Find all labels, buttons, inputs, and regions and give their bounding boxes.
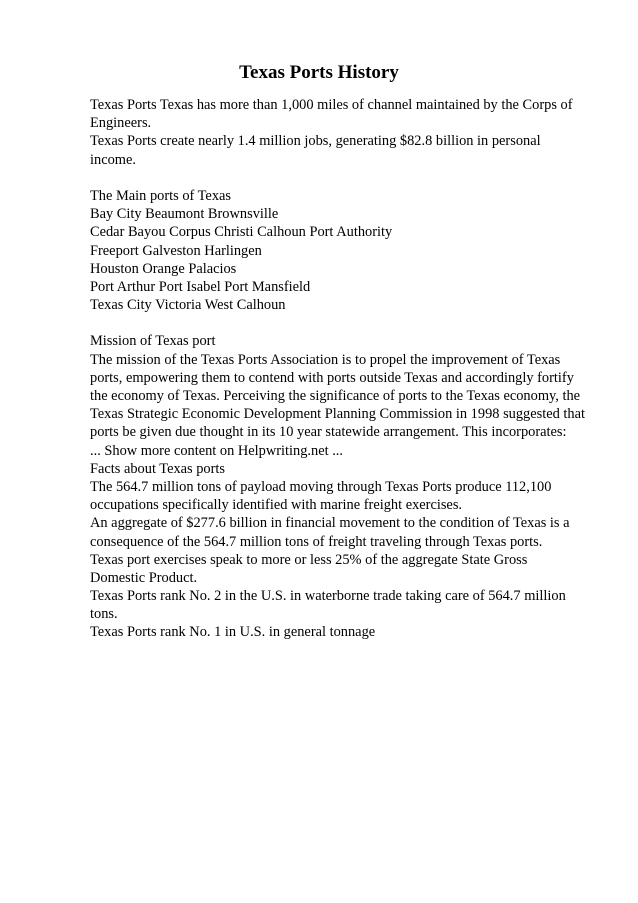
intro-line: Texas Ports Texas has more than 1,000 miles of channel maintained by the Corps of [90,97,573,113]
ports-list-line: Cedar Bayou Corpus Christi Calhoun Port Authority [90,224,393,241]
facts-line: An aggregate of $277.6 billion in financial movement to the condition of Texas is a [90,515,570,532]
ports-heading: The Main ports of Texas [90,187,232,204]
facts-line: Texas port exercises speak to more or less 25% of the aggregate State Gross [90,551,528,568]
mission-heading: Mission of Texas port [90,333,216,350]
mission-line: Texas Strategic Economic Development Planning Commission in 1998 suggested that [90,406,585,423]
facts-line: tons. [90,606,118,623]
intro-line: Texas Ports create nearly 1.4 million jobs, generating $82.8 billion in personal [90,133,541,150]
ports-list-line: Port Arthur Port Isabel Port Mansfield [90,278,311,295]
document-title: Texas Ports History [239,62,399,83]
mission-line: The mission of the Texas Ports Association is to propel the improvement of Texas [90,351,561,368]
mission-line: ports be given due thought in its 10 year statewide arrangement. This incorporates: [90,424,567,441]
facts-line: Domestic Product. [90,569,198,586]
facts-line: The 564.7 million tons of payload moving through Texas Ports produce 112,100 [90,478,552,495]
document-body [90,96,600,642]
paragraph-gap [90,314,600,332]
show-more-line: ... Show more content on Helpwriting.net ... [90,442,343,459]
ports-list-line: Houston Orange Palacios [90,260,237,277]
intro-line: Engineers. [90,115,152,132]
ports-list-line: Freeport Galveston Harlingen [90,242,262,259]
facts-line: consequence of the 564.7 million tons of freight traveling through Texas ports. [90,533,543,550]
mission-line: the economy of Texas. Perceiving the significance of ports to the Texas economy, the [90,388,581,404]
intro-line: income. [90,151,136,168]
mission-line: ports, empowering them to contend with ports outside Texas and accordingly fortify [90,369,574,386]
facts-line: Texas Ports rank No. 1 in U.S. in general tonnage [90,624,376,641]
paragraph-gap [90,169,600,187]
ports-list-line: Bay City Beaumont Brownsville [90,206,279,223]
facts-line: occupations specifically identified with marine freight exercises. [90,497,463,514]
ports-list-line: Texas City Victoria West Calhoun [90,297,286,314]
facts-heading: Facts about Texas ports [90,460,226,477]
facts-line: Texas Ports rank No. 2 in the U.S. in waterborne trade taking care of 564.7 million [90,588,566,605]
